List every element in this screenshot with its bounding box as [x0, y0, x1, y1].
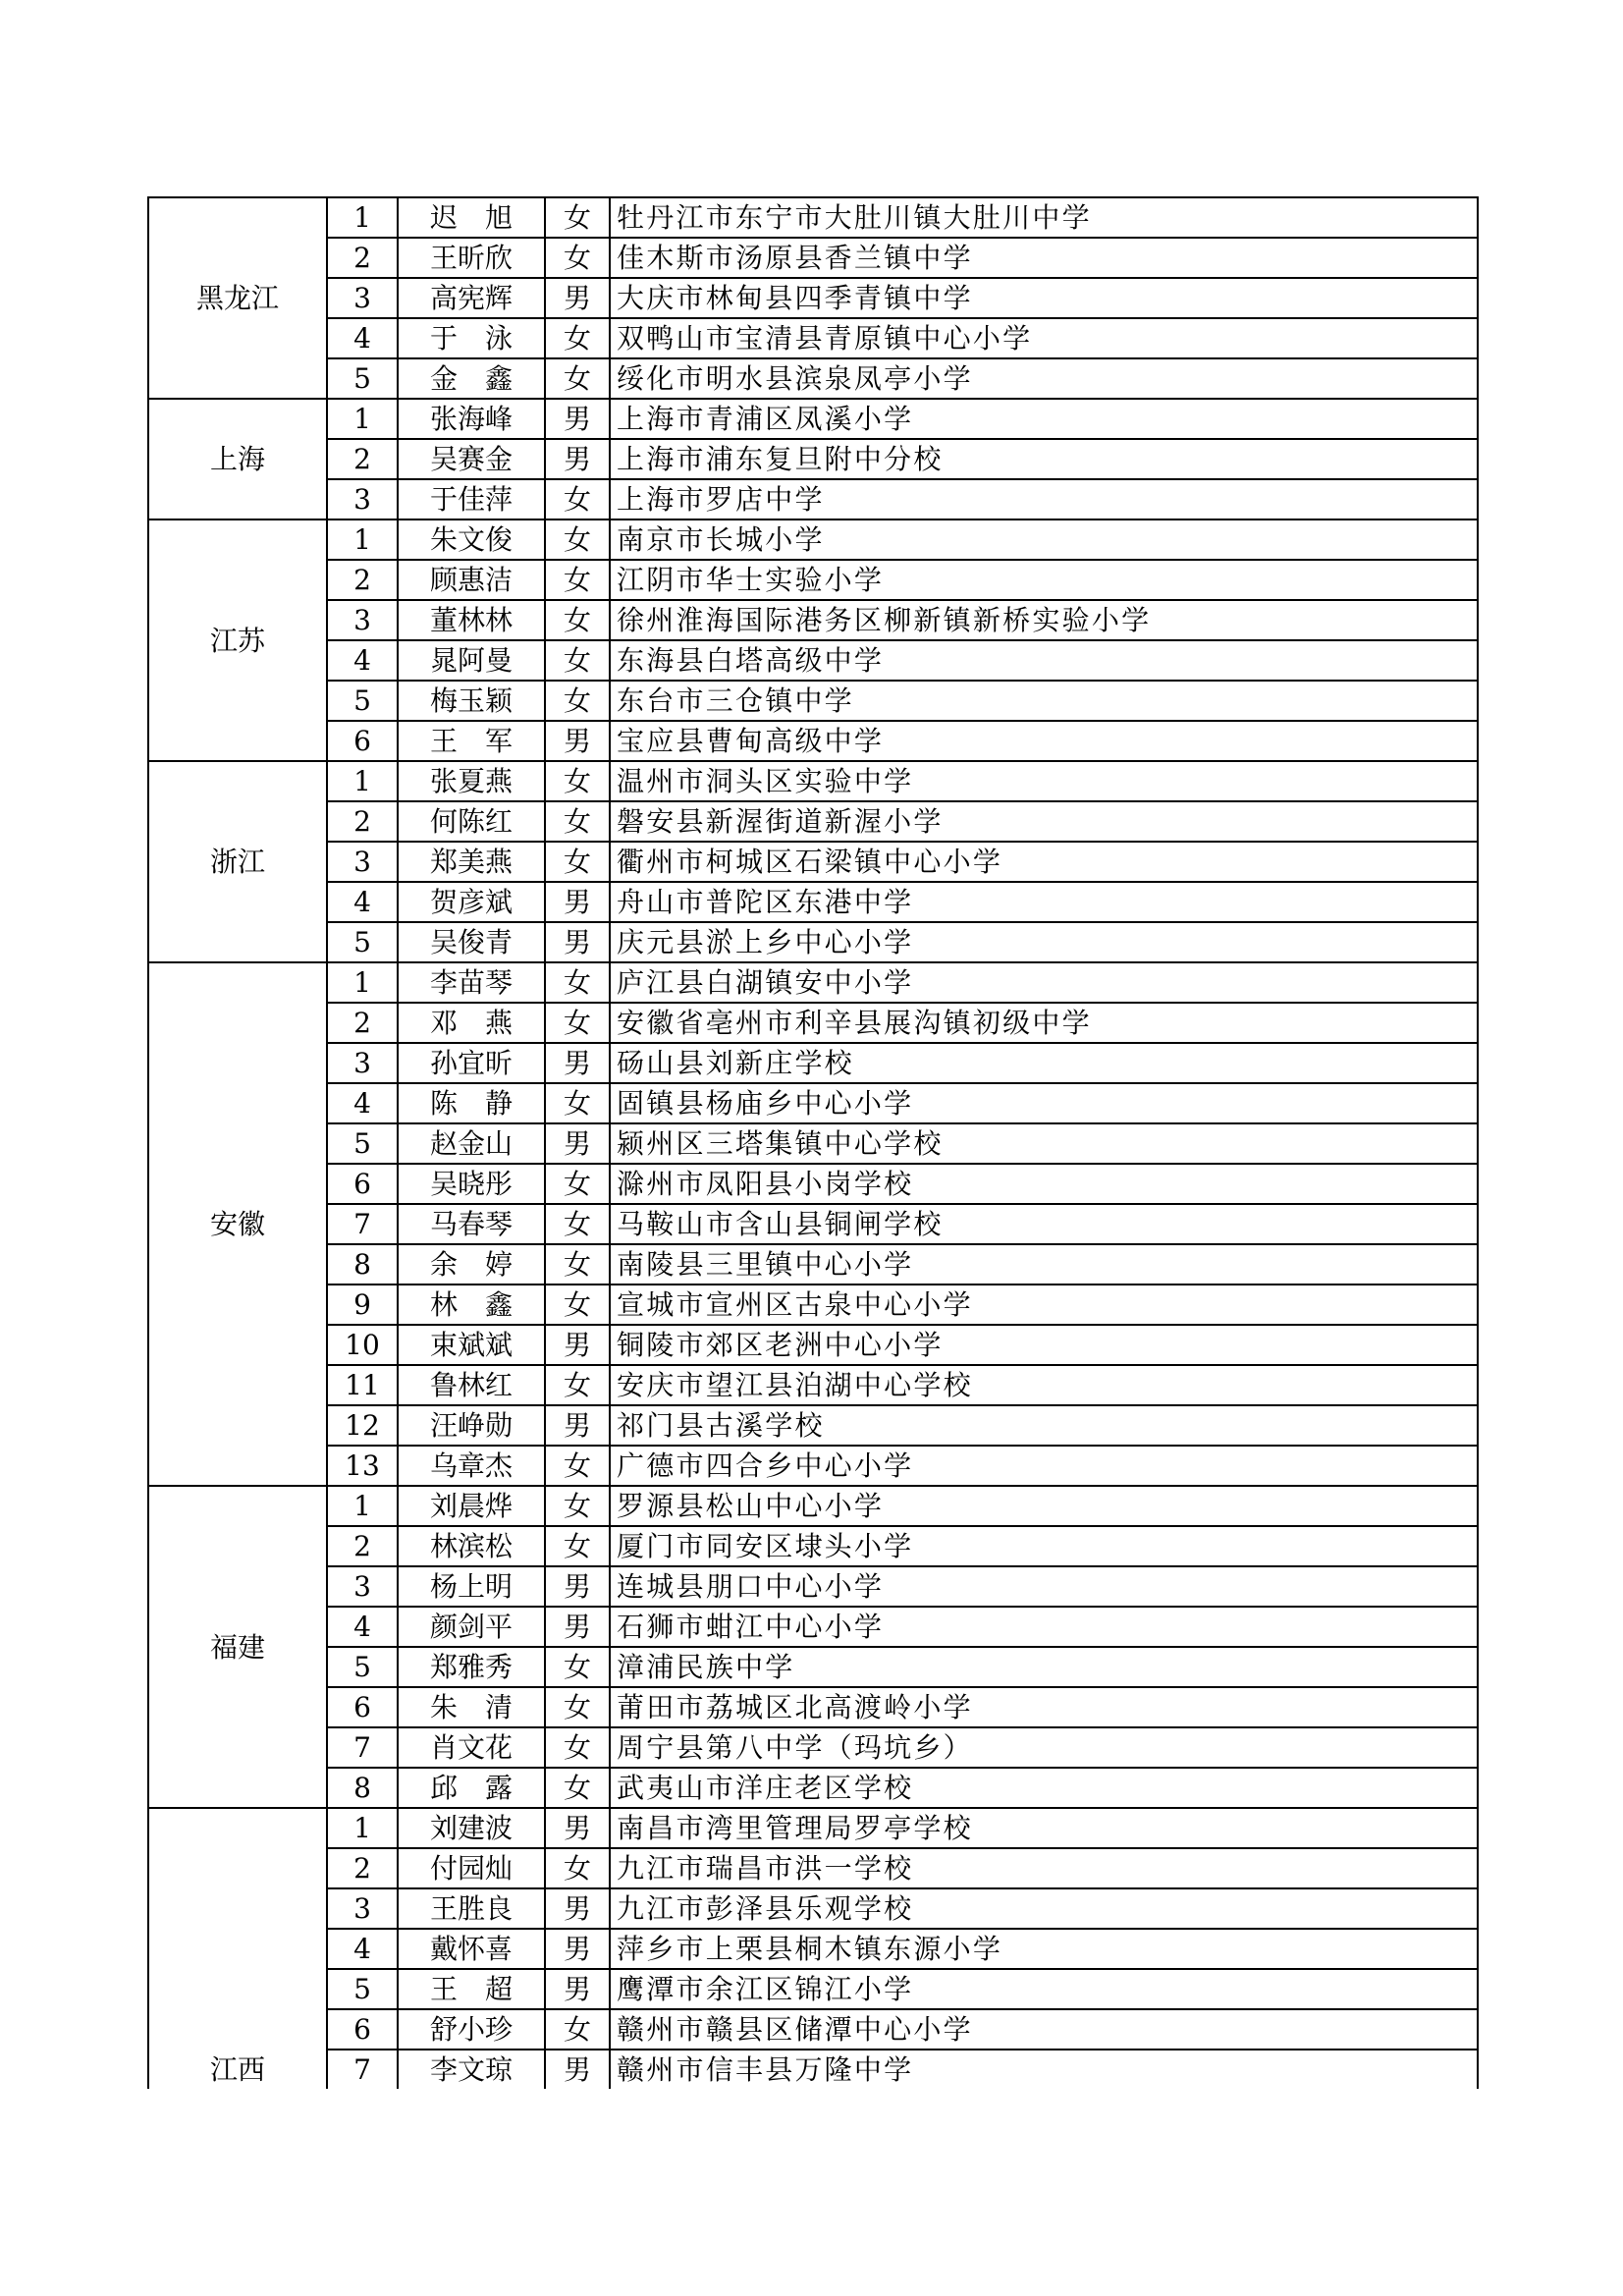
table-row — [148, 1043, 1478, 1083]
table-row — [148, 1768, 1478, 1808]
gender-cell: 女 — [545, 318, 610, 358]
row-number-cell: 3 — [327, 1043, 398, 1083]
row-number-cell: 4 — [327, 1083, 398, 1123]
table-row — [148, 1566, 1478, 1607]
teacher-name-cell: 颜剑平 — [398, 1607, 545, 1647]
school-cell: 东台市三仓镇中学 — [610, 681, 1478, 721]
row-number-cell: 2 — [327, 801, 398, 842]
gender-cell: 男 — [545, 399, 610, 439]
row-number-cell: 1 — [327, 197, 398, 238]
gender-cell: 男 — [545, 439, 610, 479]
teacher-name-cell: 孙宜昕 — [398, 1043, 545, 1083]
school-cell: 舟山市普陀区东港中学 — [610, 882, 1478, 922]
row-number-cell: 13 — [327, 1446, 398, 1486]
row-number-cell: 6 — [327, 721, 398, 761]
teacher-name-cell: 戴怀喜 — [398, 1929, 545, 1969]
teacher-name-cell: 林 鑫 — [398, 1285, 545, 1325]
province-cell: 上海 — [148, 399, 327, 519]
teacher-name-cell: 王 军 — [398, 721, 545, 761]
table-row — [148, 1083, 1478, 1123]
school-cell: 牡丹江市东宁市大肚川镇大肚川中学 — [610, 197, 1478, 238]
row-number-cell: 9 — [327, 1285, 398, 1325]
gender-cell: 女 — [545, 681, 610, 721]
gender-cell: 男 — [545, 1405, 610, 1446]
province-cell: 江西 — [148, 1808, 327, 2089]
table-row — [148, 640, 1478, 681]
gender-cell: 女 — [545, 519, 610, 560]
table-row — [148, 600, 1478, 640]
table-row — [148, 721, 1478, 761]
row-number-cell: 6 — [327, 1687, 398, 1727]
gender-cell: 男 — [545, 1607, 610, 1647]
teacher-name-cell: 于佳萍 — [398, 479, 545, 519]
row-number-cell: 1 — [327, 761, 398, 801]
teacher-name-cell: 董林林 — [398, 600, 545, 640]
row-number-cell: 3 — [327, 278, 398, 318]
school-cell: 江阴市华士实验小学 — [610, 560, 1478, 600]
row-number-cell: 10 — [327, 1325, 398, 1365]
school-cell: 南京市长城小学 — [610, 519, 1478, 560]
row-number-cell: 6 — [327, 2009, 398, 2050]
table-row — [148, 1123, 1478, 1164]
gender-cell: 男 — [545, 721, 610, 761]
teacher-name-cell: 晁阿曼 — [398, 640, 545, 681]
school-cell: 漳浦民族中学 — [610, 1647, 1478, 1687]
row-number-cell: 4 — [327, 882, 398, 922]
row-number-cell: 8 — [327, 1244, 398, 1285]
teacher-name-cell: 赵金山 — [398, 1123, 545, 1164]
table-row — [148, 761, 1478, 801]
row-number-cell: 2 — [327, 1526, 398, 1566]
table-row — [148, 399, 1478, 439]
gender-cell: 男 — [545, 2050, 610, 2089]
teacher-name-cell: 王胜良 — [398, 1888, 545, 1929]
school-cell: 颍州区三塔集镇中心学校 — [610, 1123, 1478, 1164]
teacher-name-cell: 肖文花 — [398, 1727, 545, 1768]
school-cell: 安庆市望江县泊湖中心学校 — [610, 1365, 1478, 1405]
table-row — [148, 1647, 1478, 1687]
teacher-name-cell: 王昕欣 — [398, 238, 545, 278]
table-row — [148, 1727, 1478, 1768]
row-number-cell: 7 — [327, 2050, 398, 2089]
teacher-name-cell: 梅玉颖 — [398, 681, 545, 721]
school-cell: 南陵县三里镇中心小学 — [610, 1244, 1478, 1285]
teacher-name-cell: 陈 静 — [398, 1083, 545, 1123]
row-number-cell: 3 — [327, 479, 398, 519]
gender-cell: 女 — [545, 1687, 610, 1727]
gender-cell: 男 — [545, 1929, 610, 1969]
row-number-cell: 3 — [327, 842, 398, 882]
row-number-cell: 1 — [327, 962, 398, 1003]
school-cell: 赣州市信丰县万隆中学 — [610, 2050, 1478, 2089]
row-number-cell: 5 — [327, 1647, 398, 1687]
teacher-roster-table — [147, 196, 1479, 2089]
school-cell: 衢州市柯城区石梁镇中心小学 — [610, 842, 1478, 882]
gender-cell: 女 — [545, 358, 610, 399]
school-cell: 双鸭山市宝清县青原镇中心小学 — [610, 318, 1478, 358]
gender-cell: 男 — [545, 278, 610, 318]
teacher-name-cell: 林滨松 — [398, 1526, 545, 1566]
teacher-name-cell: 贺彦斌 — [398, 882, 545, 922]
row-number-cell: 1 — [327, 1486, 398, 1526]
gender-cell: 男 — [545, 922, 610, 962]
row-number-cell: 8 — [327, 1768, 398, 1808]
province-cell: 黑龙江 — [148, 197, 327, 399]
row-number-cell: 3 — [327, 1888, 398, 1929]
row-number-cell: 2 — [327, 560, 398, 600]
table-row — [148, 1003, 1478, 1043]
school-cell: 上海市罗店中学 — [610, 479, 1478, 519]
teacher-name-cell: 朱文俊 — [398, 519, 545, 560]
teacher-name-cell: 何陈红 — [398, 801, 545, 842]
row-number-cell: 3 — [327, 600, 398, 640]
gender-cell: 女 — [545, 1244, 610, 1285]
gender-cell: 男 — [545, 1566, 610, 1607]
table-row — [148, 197, 1478, 238]
teacher-name-cell: 迟 旭 — [398, 197, 545, 238]
teacher-name-cell: 邱 露 — [398, 1768, 545, 1808]
teacher-name-cell: 鲁林红 — [398, 1365, 545, 1405]
teacher-name-cell: 付园灿 — [398, 1848, 545, 1888]
row-number-cell: 4 — [327, 1607, 398, 1647]
teacher-name-cell: 乌章杰 — [398, 1446, 545, 1486]
province-cell: 浙江 — [148, 761, 327, 962]
row-number-cell: 7 — [327, 1727, 398, 1768]
gender-cell: 女 — [545, 1164, 610, 1204]
row-number-cell: 5 — [327, 1969, 398, 2009]
row-number-cell: 5 — [327, 681, 398, 721]
school-cell: 安徽省亳州市利辛县展沟镇初级中学 — [610, 1003, 1478, 1043]
gender-cell: 男 — [545, 1043, 610, 1083]
gender-cell: 女 — [545, 1285, 610, 1325]
table-row — [148, 1405, 1478, 1446]
teacher-name-cell: 吴赛金 — [398, 439, 545, 479]
roster-body — [148, 197, 1478, 2089]
gender-cell: 女 — [545, 197, 610, 238]
row-number-cell: 5 — [327, 1123, 398, 1164]
school-cell: 铜陵市郊区老洲中心小学 — [610, 1325, 1478, 1365]
school-cell: 九江市彭泽县乐观学校 — [610, 1888, 1478, 1929]
table-row — [148, 1526, 1478, 1566]
school-cell: 广德市四合乡中心小学 — [610, 1446, 1478, 1486]
gender-cell: 女 — [545, 600, 610, 640]
school-cell: 绥化市明水县滨泉凤亭小学 — [610, 358, 1478, 399]
teacher-name-cell: 张夏燕 — [398, 761, 545, 801]
table-row — [148, 882, 1478, 922]
gender-cell: 男 — [545, 1888, 610, 1929]
teacher-name-cell: 马春琴 — [398, 1204, 545, 1244]
table-row — [148, 238, 1478, 278]
row-number-cell: 4 — [327, 1929, 398, 1969]
school-cell: 连城县朋口中心小学 — [610, 1566, 1478, 1607]
school-cell: 庆元县淤上乡中心小学 — [610, 922, 1478, 962]
teacher-name-cell: 张海峰 — [398, 399, 545, 439]
school-cell: 祁门县古溪学校 — [610, 1405, 1478, 1446]
teacher-name-cell: 邓 燕 — [398, 1003, 545, 1043]
row-number-cell: 1 — [327, 519, 398, 560]
table-row — [148, 1486, 1478, 1526]
school-cell: 鹰潭市余江区锦江小学 — [610, 1969, 1478, 2009]
school-cell: 石狮市蚶江中心小学 — [610, 1607, 1478, 1647]
gender-cell: 女 — [545, 1446, 610, 1486]
table-row — [148, 1164, 1478, 1204]
school-cell: 赣州市赣县区储潭中心小学 — [610, 2009, 1478, 2050]
gender-cell: 男 — [545, 1969, 610, 2009]
row-number-cell: 4 — [327, 640, 398, 681]
row-number-cell: 4 — [327, 318, 398, 358]
table-row — [148, 801, 1478, 842]
province-cell: 福建 — [148, 1486, 327, 1808]
row-number-cell: 5 — [327, 922, 398, 962]
row-number-cell: 6 — [327, 1164, 398, 1204]
teacher-name-cell: 汪峥勋 — [398, 1405, 545, 1446]
table-row — [148, 278, 1478, 318]
school-cell: 莆田市荔城区北高渡岭小学 — [610, 1687, 1478, 1727]
teacher-name-cell: 刘建波 — [398, 1808, 545, 1848]
teacher-name-cell: 束斌斌 — [398, 1325, 545, 1365]
teacher-name-cell: 余 婷 — [398, 1244, 545, 1285]
school-cell: 宝应县曹甸高级中学 — [610, 721, 1478, 761]
school-cell: 徐州淮海国际港务区柳新镇新桥实验小学 — [610, 600, 1478, 640]
gender-cell: 女 — [545, 560, 610, 600]
row-number-cell: 5 — [327, 358, 398, 399]
gender-cell: 女 — [545, 2009, 610, 2050]
row-number-cell: 2 — [327, 439, 398, 479]
school-cell: 马鞍山市含山县铜闸学校 — [610, 1204, 1478, 1244]
gender-cell: 女 — [545, 1204, 610, 1244]
teacher-name-cell: 金 鑫 — [398, 358, 545, 399]
table-row — [148, 1325, 1478, 1365]
school-cell: 上海市青浦区凤溪小学 — [610, 399, 1478, 439]
gender-cell: 女 — [545, 1647, 610, 1687]
gender-cell: 女 — [545, 1003, 610, 1043]
table-row — [148, 519, 1478, 560]
school-cell: 磐安县新渥街道新渥小学 — [610, 801, 1478, 842]
table-row — [148, 560, 1478, 600]
school-cell: 东海县白塔高级中学 — [610, 640, 1478, 681]
teacher-name-cell: 高宪辉 — [398, 278, 545, 318]
row-number-cell: 12 — [327, 1405, 398, 1446]
school-cell: 周宁县第八中学（玛坑乡） — [610, 1727, 1478, 1768]
table-row — [148, 439, 1478, 479]
row-number-cell: 2 — [327, 238, 398, 278]
table-row — [148, 1607, 1478, 1647]
gender-cell: 男 — [545, 1325, 610, 1365]
gender-cell: 男 — [545, 1808, 610, 1848]
teacher-name-cell: 李文琼 — [398, 2050, 545, 2089]
table-row — [148, 2050, 1478, 2089]
school-cell: 温州市洞头区实验中学 — [610, 761, 1478, 801]
row-number-cell: 3 — [327, 1566, 398, 1607]
table-row — [148, 358, 1478, 399]
gender-cell: 女 — [545, 1365, 610, 1405]
school-cell: 固镇县杨庙乡中心小学 — [610, 1083, 1478, 1123]
table-row — [148, 962, 1478, 1003]
teacher-name-cell: 朱 清 — [398, 1687, 545, 1727]
school-cell: 庐江县白湖镇安中小学 — [610, 962, 1478, 1003]
table-row — [148, 1848, 1478, 1888]
table-row — [148, 1808, 1478, 1848]
school-cell: 南昌市湾里管理局罗亭学校 — [610, 1808, 1478, 1848]
row-number-cell: 1 — [327, 1808, 398, 1848]
school-cell: 上海市浦东复旦附中分校 — [610, 439, 1478, 479]
table-row — [148, 1204, 1478, 1244]
gender-cell: 女 — [545, 238, 610, 278]
teacher-name-cell: 吴晓彤 — [398, 1164, 545, 1204]
school-cell: 宣城市宣州区古泉中心小学 — [610, 1285, 1478, 1325]
province-cell: 江苏 — [148, 519, 327, 761]
gender-cell: 女 — [545, 1083, 610, 1123]
teacher-name-cell: 刘晨烨 — [398, 1486, 545, 1526]
table-row — [148, 1285, 1478, 1325]
gender-cell: 男 — [545, 882, 610, 922]
table-row — [148, 681, 1478, 721]
table-row — [148, 1687, 1478, 1727]
school-cell: 萍乡市上栗县桐木镇东源小学 — [610, 1929, 1478, 1969]
school-cell: 砀山县刘新庄学校 — [610, 1043, 1478, 1083]
gender-cell: 女 — [545, 761, 610, 801]
school-cell: 佳木斯市汤原县香兰镇中学 — [610, 238, 1478, 278]
gender-cell: 男 — [545, 1123, 610, 1164]
gender-cell: 女 — [545, 801, 610, 842]
school-cell: 武夷山市洋庄老区学校 — [610, 1768, 1478, 1808]
gender-cell: 女 — [545, 962, 610, 1003]
table-row — [148, 1365, 1478, 1405]
teacher-name-cell: 吴俊青 — [398, 922, 545, 962]
province-cell: 安徽 — [148, 962, 327, 1486]
school-cell: 滁州市凤阳县小岗学校 — [610, 1164, 1478, 1204]
table-row — [148, 1929, 1478, 1969]
teacher-name-cell: 李苗琴 — [398, 962, 545, 1003]
teacher-name-cell: 顾惠洁 — [398, 560, 545, 600]
table-row — [148, 1969, 1478, 2009]
gender-cell: 女 — [545, 479, 610, 519]
gender-cell: 女 — [545, 1768, 610, 1808]
school-cell: 厦门市同安区埭头小学 — [610, 1526, 1478, 1566]
table-row — [148, 1446, 1478, 1486]
table-row — [148, 479, 1478, 519]
table-row — [148, 1244, 1478, 1285]
gender-cell: 女 — [545, 1727, 610, 1768]
school-cell: 九江市瑞昌市洪一学校 — [610, 1848, 1478, 1888]
table-row — [148, 842, 1478, 882]
table-row — [148, 318, 1478, 358]
gender-cell: 女 — [545, 842, 610, 882]
gender-cell: 女 — [545, 1848, 610, 1888]
teacher-name-cell: 杨上明 — [398, 1566, 545, 1607]
gender-cell: 女 — [545, 1526, 610, 1566]
table-row — [148, 1888, 1478, 1929]
school-cell: 大庆市林甸县四季青镇中学 — [610, 278, 1478, 318]
table-row — [148, 922, 1478, 962]
teacher-name-cell: 于 泳 — [398, 318, 545, 358]
row-number-cell: 7 — [327, 1204, 398, 1244]
row-number-cell: 2 — [327, 1003, 398, 1043]
school-cell: 罗源县松山中心小学 — [610, 1486, 1478, 1526]
teacher-name-cell: 郑美燕 — [398, 842, 545, 882]
table-row — [148, 2009, 1478, 2050]
teacher-name-cell: 王 超 — [398, 1969, 545, 2009]
teacher-name-cell: 郑雅秀 — [398, 1647, 545, 1687]
row-number-cell: 1 — [327, 399, 398, 439]
gender-cell: 女 — [545, 640, 610, 681]
teacher-name-cell: 舒小珍 — [398, 2009, 545, 2050]
row-number-cell: 11 — [327, 1365, 398, 1405]
gender-cell: 女 — [545, 1486, 610, 1526]
row-number-cell: 2 — [327, 1848, 398, 1888]
